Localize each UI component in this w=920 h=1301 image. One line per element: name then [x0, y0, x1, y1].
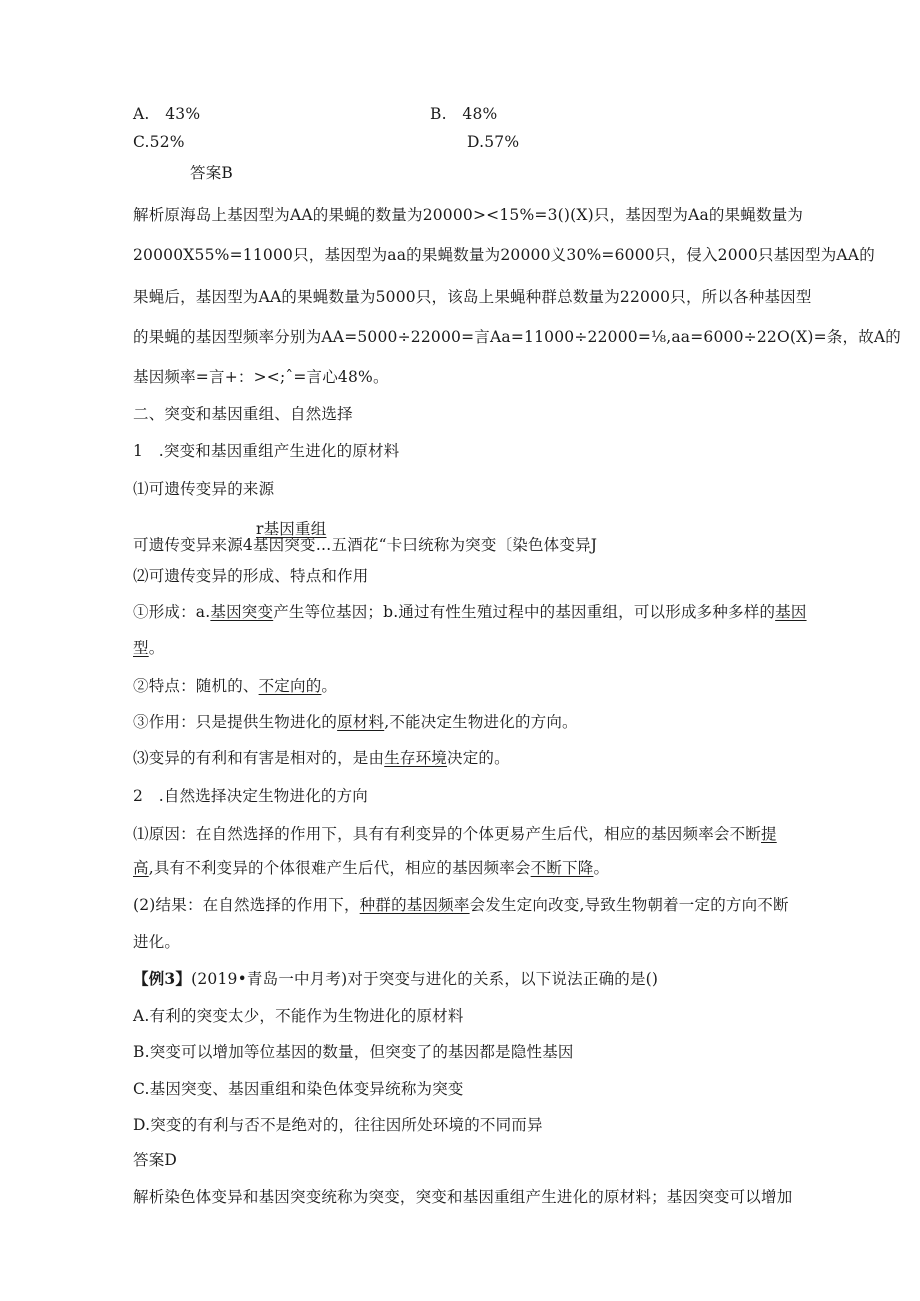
answer-1: 答案B — [190, 164, 233, 182]
example-3 — [133, 969, 658, 989]
item-1-heading: 1 .突变和基因重组产生进化的原材料 — [133, 442, 400, 460]
text: ②特点：随机的、 — [133, 677, 259, 695]
text: (2)结果：在自然选择的作用下， — [133, 896, 360, 914]
text: ,具有不利变异的个体很难产生后代，相应的基因频率会 — [148, 859, 531, 877]
term-genotype-part2: 型 — [133, 639, 149, 657]
text: 产生等位基因；b.通过有性生殖过程中的基因重组，可以形成多种多样的 — [273, 603, 776, 621]
term-increase-part1: 提 — [761, 825, 777, 843]
option-a: A. 43% — [133, 105, 201, 123]
analysis-2: 解析染色体变异和基因突变统称为突变，突变和基因重组产生进化的原材料；基因突变可以增加 — [133, 1188, 793, 1206]
option-c: C.52% — [133, 133, 185, 151]
analysis-1-line-4: 的果蝇的基因型频率分别为AA=5000÷22000=言Aa=11000÷22000=⅛,aa=6000÷22O(X)=条，故A的 — [133, 328, 902, 346]
option-b: B. 48% — [430, 105, 498, 123]
section-heading-2: 二、突变和基因重组、自然选择 — [133, 405, 353, 423]
text: ,不能决定生物进化的方向。 — [384, 713, 578, 731]
term-genotype-part1: 基因 — [775, 603, 807, 621]
text: ③作用：只是提供生物进化的 — [133, 713, 338, 731]
text: 。 — [321, 677, 338, 695]
text: 决定的。 — [447, 749, 510, 767]
choice-a: A.有利的突变太少，不能作为生物进化的原材料 — [133, 1007, 464, 1025]
choice-d: D.突变的有利与否不是绝对的，往往因所处环境的不同而异 — [133, 1116, 543, 1134]
term-decrease: 不断下降 — [530, 859, 594, 877]
answer-2: 答案D — [133, 1151, 178, 1169]
text: 。 — [148, 639, 165, 657]
diagram-main-line: 可遗传变异来源4基因突变…五酒花“卡曰统称为突变〔染色体变异J — [133, 536, 598, 554]
example-tag: 【例3】 — [133, 969, 192, 988]
paragraph-formation — [133, 602, 807, 622]
example-stem: (2019•青岛一中月考)对于突变与进化的关系，以下说法正确的是() — [191, 970, 659, 988]
choice-b: B.突变可以增加等位基因的数量，但突变了的基因都是隐性基因 — [133, 1043, 574, 1061]
analysis-1-line-1: 解析原海岛上基因型为AA的果蝇的数量为20000><15%=3()(X)只，基因型为Aa的果蝇数量为 — [133, 206, 804, 224]
term-undirected: 不定向的 — [258, 677, 322, 695]
sub-heading-1: ⑴可遗传变异的来源 — [133, 480, 275, 498]
sub-heading-2: ⑵可遗传变异的形成、特点和作用 — [133, 567, 369, 585]
term-increase-part2: 高 — [133, 859, 149, 877]
paragraph-function — [133, 712, 578, 732]
text: 。 — [593, 859, 610, 877]
paragraph-relativity — [133, 748, 510, 768]
text: ①形成：a. — [133, 603, 211, 621]
text: 会发生定向改变,导致生物朝着一定的方向不断 — [469, 896, 789, 914]
text: ⑶变异的有利和有害是相对的，是由 — [133, 749, 385, 767]
term-raw-material: 原材料 — [337, 713, 385, 731]
paragraph-result — [133, 895, 789, 915]
paragraph-reason-cont — [133, 858, 609, 878]
diagram-top-label: r基因重组 — [256, 520, 327, 538]
paragraph-reason — [133, 824, 777, 844]
choice-c: C.基因突变、基因重组和染色体变异统称为突变 — [133, 1080, 464, 1098]
item-2-heading: 2 .自然选择决定生物进化的方向 — [133, 787, 368, 805]
term-gene-frequency: 种群的基因频率 — [359, 896, 470, 914]
paragraph-result-cont: 进化。 — [133, 933, 181, 951]
paragraph-formation-cont — [133, 638, 164, 658]
paragraph-feature — [133, 676, 337, 696]
text: ⑴原因：在自然选择的作用下，具有有利变异的个体更易产生后代，相应的基因频率会不断 — [133, 825, 762, 843]
analysis-1-line-2: 20000X55%=11000只，基因型为aa的果蝇数量为20000义30%=6000只，侵入2000只基因型为AA的 — [133, 246, 875, 264]
option-d: D.57% — [467, 133, 520, 151]
term-environment: 生存环境 — [384, 749, 448, 767]
term-gene-mutation: 基因突变 — [210, 603, 274, 621]
analysis-1-line-3: 果蝇后，基因型为AA的果蝇数量为5000只，该岛上果蝇种群总数量为22000只，所以各种基因型 — [133, 288, 812, 306]
analysis-1-line-5: 基因频率=言+：><;ˆ=言心48%。 — [133, 368, 389, 386]
